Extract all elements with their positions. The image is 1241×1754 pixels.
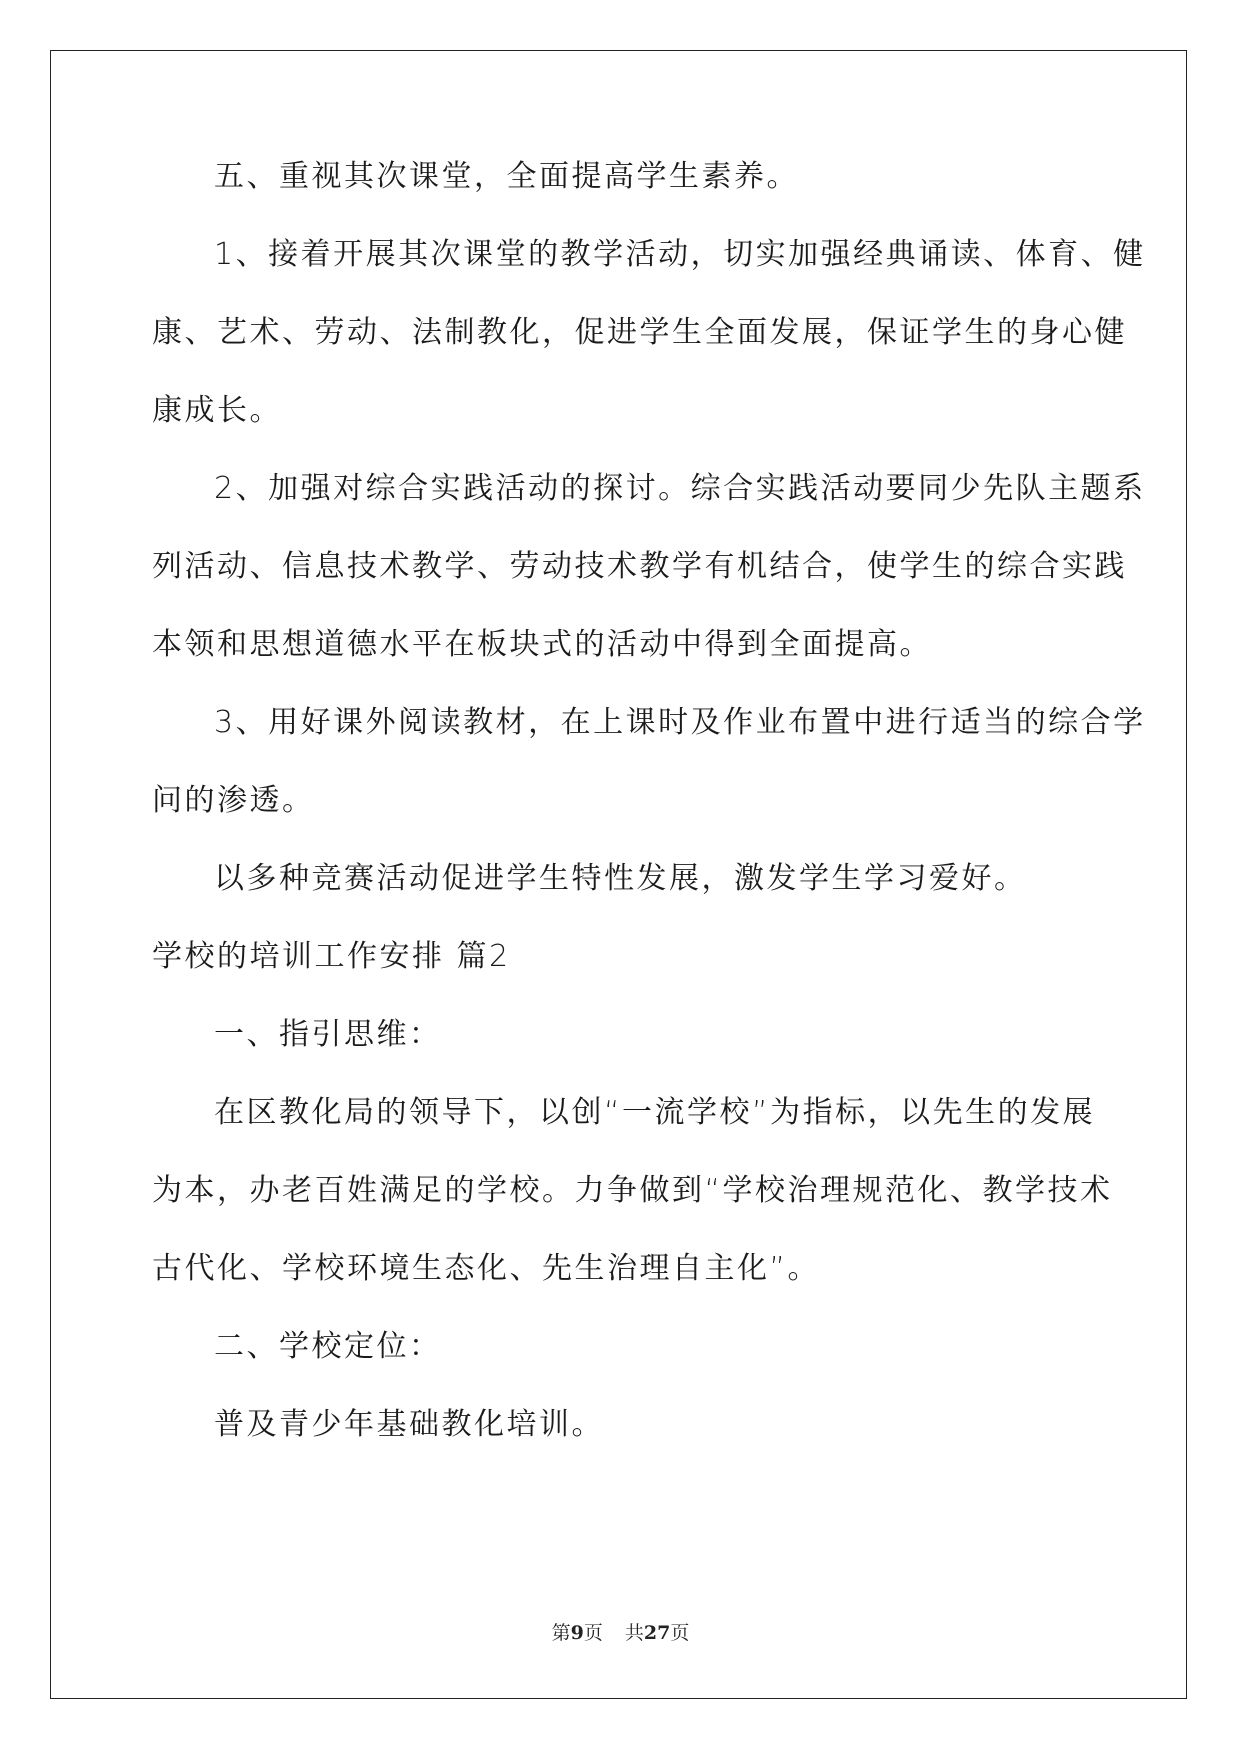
paragraph-line: 普及青少年基础教化培训。 bbox=[214, 1407, 604, 1442]
section-heading: 学校的培训工作安排 篇2 bbox=[152, 939, 511, 974]
total-pages: 27 bbox=[643, 1622, 671, 1644]
paragraph-line: 1、接着开展其次课堂的教学活动，切实加强经典诵读、体育、健 bbox=[214, 237, 1146, 272]
paragraph-line: 本领和思想道德水平在板块式的活动中得到全面提高。 bbox=[152, 627, 932, 662]
paragraph-line: 一、指引思维： bbox=[214, 1017, 442, 1052]
total-prefix: 共 bbox=[624, 1622, 644, 1644]
page-suffix: 页 bbox=[583, 1622, 603, 1644]
paragraph-line: 康、艺术、劳动、法制教化，促进学生全面发展，保证学生的身心健 bbox=[152, 315, 1127, 350]
page-number: 9 bbox=[570, 1622, 584, 1644]
paragraph-line: 二、学校定位： bbox=[214, 1329, 442, 1364]
page-prefix: 第 bbox=[551, 1622, 571, 1644]
document-body bbox=[152, 157, 1146, 1483]
paragraph-line: 3、用好课外阅读教材，在上课时及作业布置中进行适当的综合学 bbox=[214, 705, 1146, 740]
paragraph-line: 以多种竞赛活动促进学生特性发展，激发学生学习爱好。 bbox=[214, 861, 1027, 896]
paragraph-line: 列活动、信息技术教学、劳动技术教学有机结合，使学生的综合实践 bbox=[152, 549, 1127, 584]
paragraph-line: 五、重视其次课堂，全面提高学生素养。 bbox=[214, 159, 799, 194]
paragraph-line: 康成长。 bbox=[152, 393, 282, 428]
paragraph-line: 问的渗透。 bbox=[152, 783, 315, 818]
paragraph-line: 为本，办老百姓满足的学校。力争做到“学校治理规范化、教学技术 bbox=[152, 1173, 1113, 1208]
page-footer bbox=[0, 1618, 1241, 1645]
total-suffix: 页 bbox=[670, 1622, 690, 1644]
paragraph-line: 古代化、学校环境生态化、先生治理自主化”。 bbox=[152, 1251, 821, 1286]
paragraph-line: 在区教化局的领导下，以创“一流学校”为指标，以先生的发展 bbox=[214, 1095, 1096, 1130]
paragraph-line: 2、加强对综合实践活动的探讨。综合实践活动要同少先队主题系 bbox=[214, 471, 1146, 506]
